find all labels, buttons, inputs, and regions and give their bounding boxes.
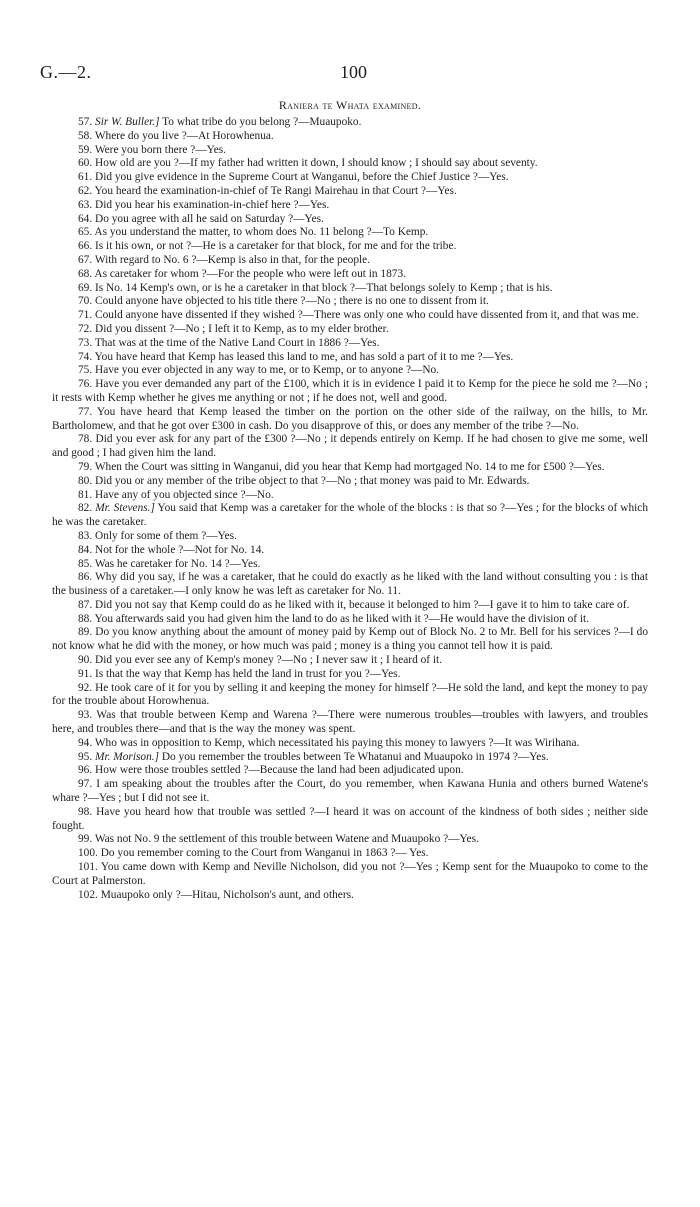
question-text: Only for some of them ?—Yes. [95,529,237,542]
question-text: How old are you ?—If my father had written it down, I should know ; I should say about seventy. [95,157,538,170]
question-text: Why did you say, if he was a caretaker, that he could do exactly as he liked with the land without consulting you : is that the business of a caretaker.—I only know he was left as caretaker for No. 11. [52,571,648,598]
question-text: How were those troubles settled ?—Because the land had been adjudicated upon. [95,764,464,777]
question-entry [52,778,648,806]
question-entry [52,502,648,530]
question-text: Was that trouble between Kemp and Warena ?—There were numerous troubles—troubles with lawyers, and troubles here, and troubles there—and that is the way the money was spent. [52,709,648,736]
question-entry [52,737,648,751]
question-number: 57. [78,116,93,128]
question-entry [52,130,648,144]
question-number: 74. [78,350,93,363]
question-entry [52,240,648,254]
question-text: Did you or any member of the tribe object to that ?—No ; that money was paid to Mr. Edwards. [95,474,530,487]
question-number: 81. [78,488,93,501]
question-text: Who was in opposition to Kemp, which necessitated his paying this money to lawyers ?—It was Wirihana. [94,736,580,749]
question-number: 73. [78,336,93,349]
question-number: 58. [78,129,93,142]
question-entry [52,144,648,158]
question-number: 67. [78,253,93,266]
question-number: 63. [78,198,93,211]
question-entry [52,530,648,544]
question-number: 99. [78,833,93,846]
question-number: 71. [78,309,93,322]
question-number: 89. [78,626,93,639]
question-number: 97. [78,778,93,791]
question-number: 95. [78,750,93,763]
question-entry [52,751,648,765]
question-text: Do you agree with all he said on Saturday ?—Yes. [95,212,324,225]
question-entry [52,157,648,171]
question-text: Do you remember the troubles between Te Whatanui and Muaupoko in 1974 ?—Yes. [161,750,549,763]
question-text: He took care of it for you by selling it and keeping the money for himself ?—He sold the land, and kept the money to pay for the trouble about Horowhenua. [52,681,648,708]
question-entry [52,654,648,668]
question-entry [52,626,648,654]
question-text: Have you heard how that trouble was settled ?—I heard it was on account of the kindness of both sides ; neither side fought. [52,805,648,832]
question-entry [52,571,648,599]
question-entry [52,213,648,227]
question-text: You have heard that Kemp has leased this land to me, and has sold a part of it to me ?—Yes. [94,350,514,363]
question-number: 87. [78,598,93,611]
question-number: 80. [78,474,93,487]
question-entry [52,847,648,861]
question-number: 79. [78,460,93,473]
question-number: 102. [78,888,98,901]
question-number: 62. [78,184,93,197]
question-number: 70. [78,295,93,308]
question-entry [52,323,648,337]
page-header [40,62,660,84]
question-text: When the Court was sitting in Wanganui, did you hear that Kemp had mortgaged No. 14 to me for £500 ?—Yes. [94,460,605,473]
question-entry [52,613,648,627]
question-text: As caretaker for whom ?—For the people who were left out in 1873. [94,267,406,280]
question-number: 76. [78,378,93,391]
question-entry [52,282,648,296]
question-entry [52,378,648,406]
speaker-name: Mr. Stevens.] [95,502,155,515]
question-text: I am speaking about the troubles after the Court, do you remember, when Kawana Hunia and others burned Watene's whare ?—Yes ; but I did not see it. [52,778,648,805]
question-number: 78. [78,433,93,446]
question-text: Have you ever demanded any part of the £100, which it is in evidence I paid it to Kemp for the piece he sold me ?—No ; it rests with Kemp whether he gives me anything or not ; if he does not, well and good. [52,378,648,404]
question-number: 61. [78,171,93,184]
question-entry [52,682,648,710]
testimony-body [52,116,648,902]
question-text: Did you ever ask for any part of the £300 ?—No ; it depends entirely on Kemp. If he had chosen to give me some, well and good ; I had given him the land. [52,433,649,460]
question-entry [52,764,648,778]
question-text: You said that Kemp was a caretaker for the whole of the blocks : is that so ?—Yes ; for the blocks of which he was the caretaker. [52,502,648,529]
question-entry [52,709,648,737]
question-entry [52,116,648,130]
question-entry [52,544,648,558]
question-entry [52,668,648,682]
question-entry [52,889,648,903]
question-number: 59. [78,143,93,156]
question-number: 101. [78,861,98,874]
question-entry [52,461,648,475]
question-text: Did you not say that Kemp could do as he liked with it, because it belonged to him ?—I gave it to him to take care of. [95,598,630,611]
question-entry [52,558,648,572]
question-number: 65. [78,226,93,239]
question-number: 90. [78,654,93,667]
speaker-name: Mr. Morison.] [95,750,160,763]
question-entry [52,489,648,503]
question-text: Have you ever objected in any way to me, or to Kemp, or to anyone ?—No. [95,364,440,377]
question-entry [52,861,648,889]
question-entry [52,433,648,461]
question-entry [52,295,648,309]
question-text: Muaupoko only ?—Hitau, Nicholson's aunt, and others. [100,888,354,901]
section-heading: Raniera te Whata examined. [278,98,422,112]
question-text: Could anyone have objected to his title there ?—No ; there is no one to dissent from it. [95,295,489,308]
question-text: Did you dissent ?—No ; I left it to Kemp, as to my elder brother. [95,322,389,335]
question-text: You heard the examination-in-chief of Te Rangi Mairehau in that Court ?—Yes. [94,184,457,197]
question-number: 91. [78,667,93,680]
question-number: 75. [78,364,93,377]
question-number: 92. [78,681,93,694]
question-text: To what tribe do you belong ?—Muaupoko. [162,116,362,128]
document-reference: G.—2. [40,62,92,82]
question-text: Is No. 14 Kemp's own, or is he a caretaker in that block ?—That belongs solely to Kemp ; that is his. [95,281,553,294]
question-text: Do you know anything about the amount of money paid by Kemp out of Block No. 2 to Mr. Bell for his services ?—I do not know what he did with the money, or how much was paid ; money is a thing you cannot tell how it is paid. [52,626,648,653]
question-text: Was not No. 9 the settlement of this trouble between Watene and Muaupoko ?—Yes. [94,833,479,846]
question-text: Where do you live ?—At Horowhenua. [94,129,274,142]
speaker-name: Sir W. Buller.] [95,116,160,128]
question-number: 60. [78,157,93,170]
question-text: Did you hear his examination-in-chief here ?—Yes. [95,198,330,211]
question-text: Do you remember coming to the Court from Wanganui in 1863 ?— Yes. [100,847,429,860]
question-entry [52,364,648,378]
question-entry [52,599,648,613]
question-text: Was he caretaker for No. 14 ?—Yes. [94,557,261,570]
question-number: 84. [78,543,93,556]
question-entry [52,475,648,489]
question-entry [52,226,648,240]
question-text: Could anyone have dissented if they wished ?—There was only one who could have dissented from it, and that was me. [95,309,639,322]
question-number: 98. [78,805,93,818]
question-entry [52,351,648,365]
question-entry [52,406,648,434]
question-entry [52,171,648,185]
question-entry [52,833,648,847]
question-text: Not for the whole ?—Not for No. 14. [95,543,265,556]
question-text: You have heard that Kemp leased the timber on the portion on the other side of the railway, on the hills, to Mr. Bartholomew, and that he got over £300 in cash. Do you disapprove of this, or does any member of the tribe ?—No. [52,405,648,432]
question-number: 94. [78,736,93,749]
question-number: 68. [78,267,93,280]
question-text: Were you born there ?—Yes. [94,143,227,156]
question-number: 66. [78,240,93,253]
question-number: 83. [78,529,93,542]
question-text: Is that the way that Kemp has held the land in trust for you ?—Yes. [95,667,401,680]
question-text: That was at the time of the Native Land Court in 1886 ?—Yes. [94,336,380,349]
question-number: 69. [78,281,93,294]
question-number: 82. [78,502,93,515]
question-text: Did you give evidence in the Supreme Court at Wanganui, before the Chief Justice ?—Yes. [95,171,509,184]
question-text: You came down with Kemp and Neville Nicholson, did you not ?—Yes ; Kemp sent for the Muaupoko to come to the Court at Palmerston. [52,861,648,887]
question-entry [52,309,648,323]
question-number: 96. [78,764,93,777]
question-entry [52,254,648,268]
question-entry [52,806,648,834]
question-entry [52,268,648,282]
question-number: 93. [78,709,93,722]
question-entry [52,199,648,213]
question-number: 88. [78,612,93,625]
question-number: 77. [78,405,93,418]
question-text: Have any of you objected since ?—No. [95,488,274,501]
question-text: You afterwards said you had given him the land to do as he liked with it ?—He would have the division of it. [94,612,590,625]
question-number: 100. [78,847,98,860]
question-text: Did you ever see any of Kemp's money ?—No ; I never saw it ; I heard of it. [95,654,443,667]
question-text: Is it his own, or not ?—He is a caretaker for that block, for me and for the tribe. [95,240,457,253]
question-entry [52,337,648,351]
page-number: 100 [340,62,367,82]
question-entry [52,185,648,199]
question-number: 86. [78,571,93,584]
question-number: 64. [78,212,93,225]
question-text: With regard to No. 6 ?—Kemp is also in that, for the people. [94,253,371,266]
question-number: 85. [78,557,93,570]
question-number: 72. [78,322,93,335]
question-text: As you understand the matter, to whom does No. 11 belong ?—To Kemp. [94,226,429,239]
